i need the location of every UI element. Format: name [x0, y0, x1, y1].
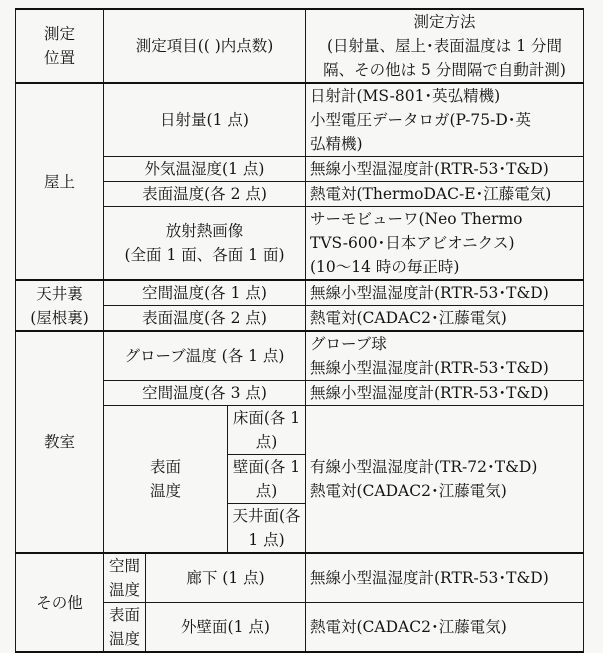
table-row: [16, 83, 584, 157]
table-row: [16, 553, 584, 603]
location-other: その他: [16, 553, 104, 652]
header-item: 測定項目(( )内点数): [104, 9, 306, 83]
method-corridor: 無線小型温湿度計(RTR-53･T&D): [306, 553, 584, 603]
method-classroom-surface: 有線小型温湿度計(TR-72･T&D) 熱電対(CADAC2･江藤電気): [306, 406, 584, 554]
item-attic-air-temp: 空間温度(各 1 点): [104, 280, 306, 306]
header-row: [16, 9, 584, 83]
cut-off-caption-bottom: [60, 640, 360, 647]
item-ceiling-surface: 天井面(各 1 点): [228, 504, 306, 554]
method-surface-temp: 熱電対(ThermoDAC-E･江藤電気): [306, 182, 584, 207]
cut-off-caption-top: [30, 0, 250, 6]
method-thermal-image: サーモビューワ(Neo Thermo TVS-600･日本アビオニクス) (10〜14 時の毎正時): [306, 207, 584, 281]
method-outdoor-temp-humidity: 無線小型温湿度計(RTR-53･T&D): [306, 157, 584, 182]
item-corridor: 廊下 (1 点): [146, 553, 306, 603]
method-attic-air-temp: 無線小型温湿度計(RTR-53･T&D): [306, 280, 584, 306]
item-attic-surface-temp: 表面温度(各 2 点): [104, 306, 306, 332]
item-exterior-wall: 外壁面(1 点): [146, 603, 306, 653]
measurement-table: [15, 8, 584, 653]
location-classroom: 教室: [16, 331, 104, 553]
item-solar-radiation: 日射量(1 点): [104, 83, 306, 157]
item-wall-surface: 壁面(各 1 点): [228, 455, 306, 504]
method-exterior-wall: 熱電対(CADAC2･江藤電気): [306, 603, 584, 653]
item-thermal-image: 放射熱画像 (全面 1 面、各面 1 面): [104, 207, 306, 281]
item-globe-temp: グローブ温度 (各 1 点): [104, 331, 306, 381]
location-attic: 天井裏 (屋根裏): [16, 280, 104, 331]
method-globe-temp: グローブ球 無線小型温湿度計(RTR-53･T&D): [306, 331, 584, 381]
item-outdoor-temp-humidity: 外気温湿度(1 点): [104, 157, 306, 182]
method-classroom-air-temp: 無線小型温湿度計(RTR-53･T&D): [306, 381, 584, 406]
method-attic-surface-temp: 熱電対(CADAC2･江藤電気): [306, 306, 584, 332]
item-surface-temp: 表面温度(各 2 点): [104, 182, 306, 207]
item-other-air-temp-label: 空間 温度: [104, 553, 146, 603]
header-location: 測定 位置: [16, 9, 104, 83]
header-method: 測定方法 (日射量、屋上･表面温度は 1 分間 隔、その他は 5 分間隔で自動計測): [306, 9, 584, 83]
item-classroom-air-temp: 空間温度(各 3 点): [104, 381, 306, 406]
location-rooftop: 屋上: [16, 83, 104, 280]
item-classroom-surface-group: 表面 温度: [104, 406, 228, 554]
table-row: [16, 331, 584, 381]
item-floor-surface: 床面(各 1 点): [228, 406, 306, 455]
table-row: [16, 280, 584, 306]
item-other-surface-temp-label: 表面 温度: [104, 603, 146, 653]
method-solar-radiation: 日射計(MS-801･英弘精機) 小型電圧データロガ(P-75-D･英 弘精機): [306, 83, 584, 157]
